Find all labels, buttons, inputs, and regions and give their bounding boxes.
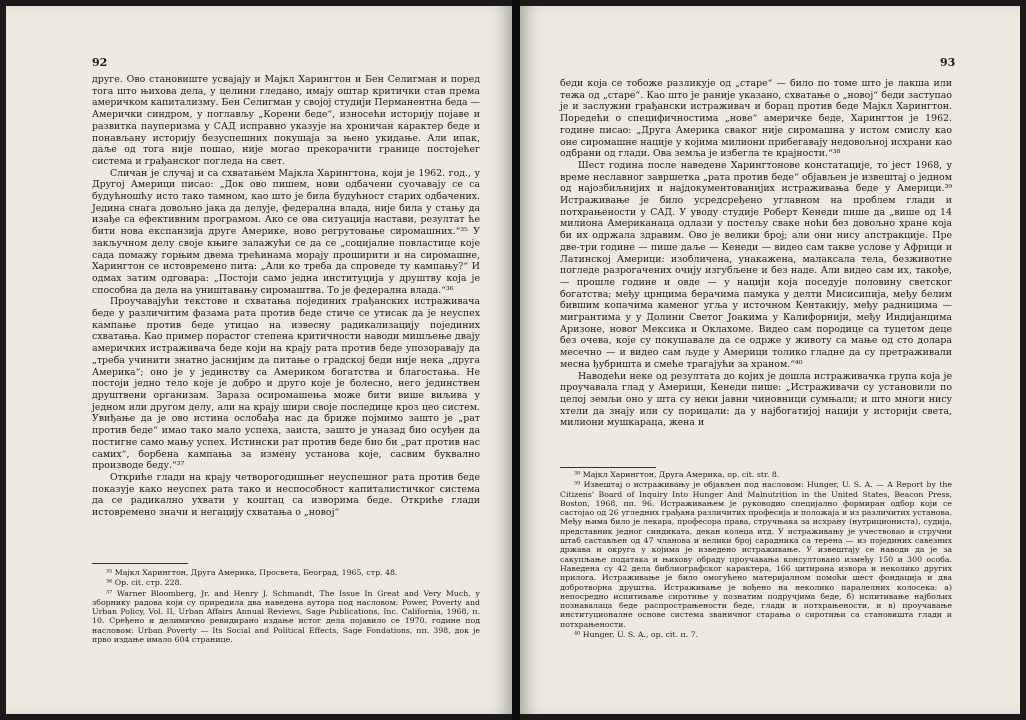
page-number: 92 [92, 56, 108, 69]
footnote-divider [560, 467, 656, 468]
body-text [560, 78, 952, 429]
paragraph: Сличан је случај и са схватањем Мајкла Харингтона, који је 1962. год., у Другој Америци писао: „Док ово пишем, нови одбачени суочавају се са будућношћу исто тако тамном, као што је била будућност старих одбачених. Једина снага довољно јака да делује, федерална влада, није била у стању да изађе са ефективним програмом. Ако се ова ситуација настави, резултат ће бити нова експанзија друге Америке, ново регрутовање сиромашних.“³⁵ У закључном делу своје књиге залажући се да се „социјалне повластице које сада помажу горњим двема трећинама морају проширити и на сиромашне, Харингтон се истовремено пита: „Али ко треба да спроведе ту кампању?“ И одмах затим одговара: „Постоји само једна институција у друштву која је способна да дела на уништавању сиромаштва. То је федерална влада.“³⁶ [92, 167, 480, 296]
footnotes [92, 568, 480, 645]
page-number: 93 [940, 56, 956, 69]
footnote: ³⁷ Warner Bloomberg, Jr. and Henry J. Schmandt, The Issue In Great and Very Much, у зборнику радова који су приредила два наведена аутора под насловом: Power, Poverty and Urban Policy, Vol. II, Urban Affairs Annual Reviews, Sage Publications, Inc. California, 1968, п. 10. Сређено и делимично ревидирано издање истог дела појавило се 1970. године под насловом: Urban Poverty — Its Social and Political Effects, Sage Fondations, пп. 398, док је прво издање имало 604 странице. [92, 588, 480, 645]
left-page [6, 6, 512, 714]
paragraph: Шест година после наведене Харингтонове констатације, то јест 1968, у време неславног завршетка „рата против беде“ објављен је извештај о једном од најозбиљнијих и најдокументованијих истраживања беде у Америци.³⁹ Истраживање је било усредсређено углавном на проблем глади и потхрањености у САД. У уводу студије Роберт Кенеди пише да „више од 14 милиона Американаца одлази у постељу сваке ноћи без довољно хране која би их одржала здравим. Ово је велики број; али они нису апстракције. Пре две-три године — пише даље — Кенеди — видео сам такве услове у Африци и Латинској Америци: изобличена, унакажена, малаксала тела, безживотне погледе разрогачених очију изгубљене и без наде. Али видео сам их, такође, — прошле године и овде — у нацији која поседује половину светског богатства; међу црнцима берачима памука у делти Мисисипија, међу белим бившим копачима каменог угља у источном Кентакију, међу радницима — мигрантима у у Долини Светог Јоакима у Калифорнији, међу Индијанцима Аризоне, новог Мексика и Оклахоме. Видео сам породице са туцетом деце без очева, које су покушавале да се одрже у животу са мање од сто долара месечно — и видео сам људе у Америци толико гладне да су претраживали месна ђубришта и смеће трагајући за храном.“⁴⁰ [560, 159, 952, 370]
right-page [520, 6, 1020, 714]
paragraph: друге. Ово становиште усвајају и Мајкл Харингтон и Бен Селигман и поред тога што њихова дела, у целини гледано, имају оштар критички став према америчком капитализму. Бен Селигман у својој студији Перманентна беда — Амерички синдром, у поглављу „Корени беде“, износећи историју појаве и развитка пауперизма у САД исправно указује на хроничан карактер беде и понављану историју безуспешних покушаја за њено укидање. Али ипак, даље од тога није пошао, није могао прекорачити границе постојећег система и грађанског погледа на свет. [92, 74, 480, 167]
footnote-divider [92, 563, 188, 564]
paragraph: беди која се тобоже разликује од „старе“ — било по томе што је лакша или тежа од „старе“. Као што је раније указано, схватање о „новој“ беди заступао је и заслужни грађански истраживач и борац против беде Мајкл Харингтон. Поредећи о специфичностима „нове“ америчке беде, Харингтон је 1962. године писао: „Друга Америка сваког није сиромашна у истом смислу као оне сиромашне нације у којима милиони прибегавају недовољној исхрани као одбрани од глади. Ова земља је избегла те крајности.“³⁸ [560, 78, 952, 160]
paragraph: Проучавајући текстове и схватања појединих грађанских истраживача беде у различитим фазама рата против беде стиче се утисак да је неуспех кампање против беде утицао на извесну радикализацију појединих схватања. Као пример порастог степена критичности наводи мишљење двају америчких истраживача беде који на крају рата против беде упозоравају да „треба учинити знатно јаснијим да питање о градској беди није нека „друга Америка“; оно је у јединству са Америком богатства и благостања. Не постоји једно тело које је добро и друго које је болесно, него јединствен друштвени организам. Зараза осиромашења може бити више виљива у једном или другом делу, али на крају шири своје последице кроз цео систем. Увиђање да је ово истина ослобађа нас да бриже појмимо зашто је „рат против беде“ имао тако мало успеха, заиста, зашто је уназад био осуђен да постигне само мању успех. Истински рат против беде био би „рат против нас самих“, борбена кампања за измену установа које, сасвим буквално производе беду.“³⁷ [92, 296, 480, 472]
footnote: ³⁸ Мајкл Харингтон, Друга Америка, op. cit. str. 8. [574, 470, 780, 479]
footnote: ⁴⁰ Hunger, U. S. A., op. cit. п. 7. [574, 630, 699, 640]
paragraph: Наводећи неке од резултата до којих је дошла истраживачка група која је проучавала глад у Америци, Кенеди пише: „Истраживачи су установили по целој земљи оно у шта су неки јавни чиновници сумњали; и што многи нису хтели да знају или су порицали: да у најбогатијој нацији у историји света, милиони мушкараца, жена и [560, 370, 952, 429]
footnote: ³⁵ Мајкл Харингтон, Друга Америка, Просвета, Београд, 1965, стр. 48. [106, 568, 398, 577]
footnote: ³⁶ Op. cit. стр. 228. [106, 578, 183, 588]
footnote: ³⁹ Извештај о истраживању је објављен под насловом: Hunger, U. S. A. — A Report by the Citizens' Board of Inquiry Into Hunger And Malnutrition in the United States, Beacon Press, Boston, 1968, пп. 96. Истраживањем је руководио специјално формиран одбор који се састојао од 26 угледних грађана различитих професија и положаја и из различитих установа. Међу њима било је лекара, професора права, стручњака за исхрану (нутриционистa), судија, представник једног синдиката, декан колеџа итд. У истраживању је учествовао и стручни штаб састављен од 47 чланова и велики број сарадника са терена — из појединих савезних држава и округа у којима је изведено истраживање. У извештају се наводи да је за сакупљање података и њихову обраду проучавањa консултовано између 150 и 300 особа. Наведена су 42 дела библиографског карактера, 166 цитирана извора и неколико других прилога. Истраживање је било омогућено материјалном помоћи шест фондација и два добротворна друштва. Истраживање је вођено на неколико паралелних колосека: а) непосредно испитивање сиротиње у познатим подручјима беде, б) испитивање најбољих познавалаца беде распрострањености беде, глади и потхрањености, и в) проучавање институционалне основе система званичног старања о сиротињи са становишта глади и потхрањености. [560, 480, 952, 629]
body-text [92, 74, 480, 519]
paragraph: Откриће глади на крају четворогодишњег неуспешног рата против беде показује како неуспех рата тако и неспособност капиталистичког система да се радикално ухвати у коштац са изворима беде. Откриће глади истовремено значи и негацију схватања о „новој“ [92, 471, 480, 519]
footnotes [560, 470, 952, 640]
book-gutter [512, 0, 520, 720]
